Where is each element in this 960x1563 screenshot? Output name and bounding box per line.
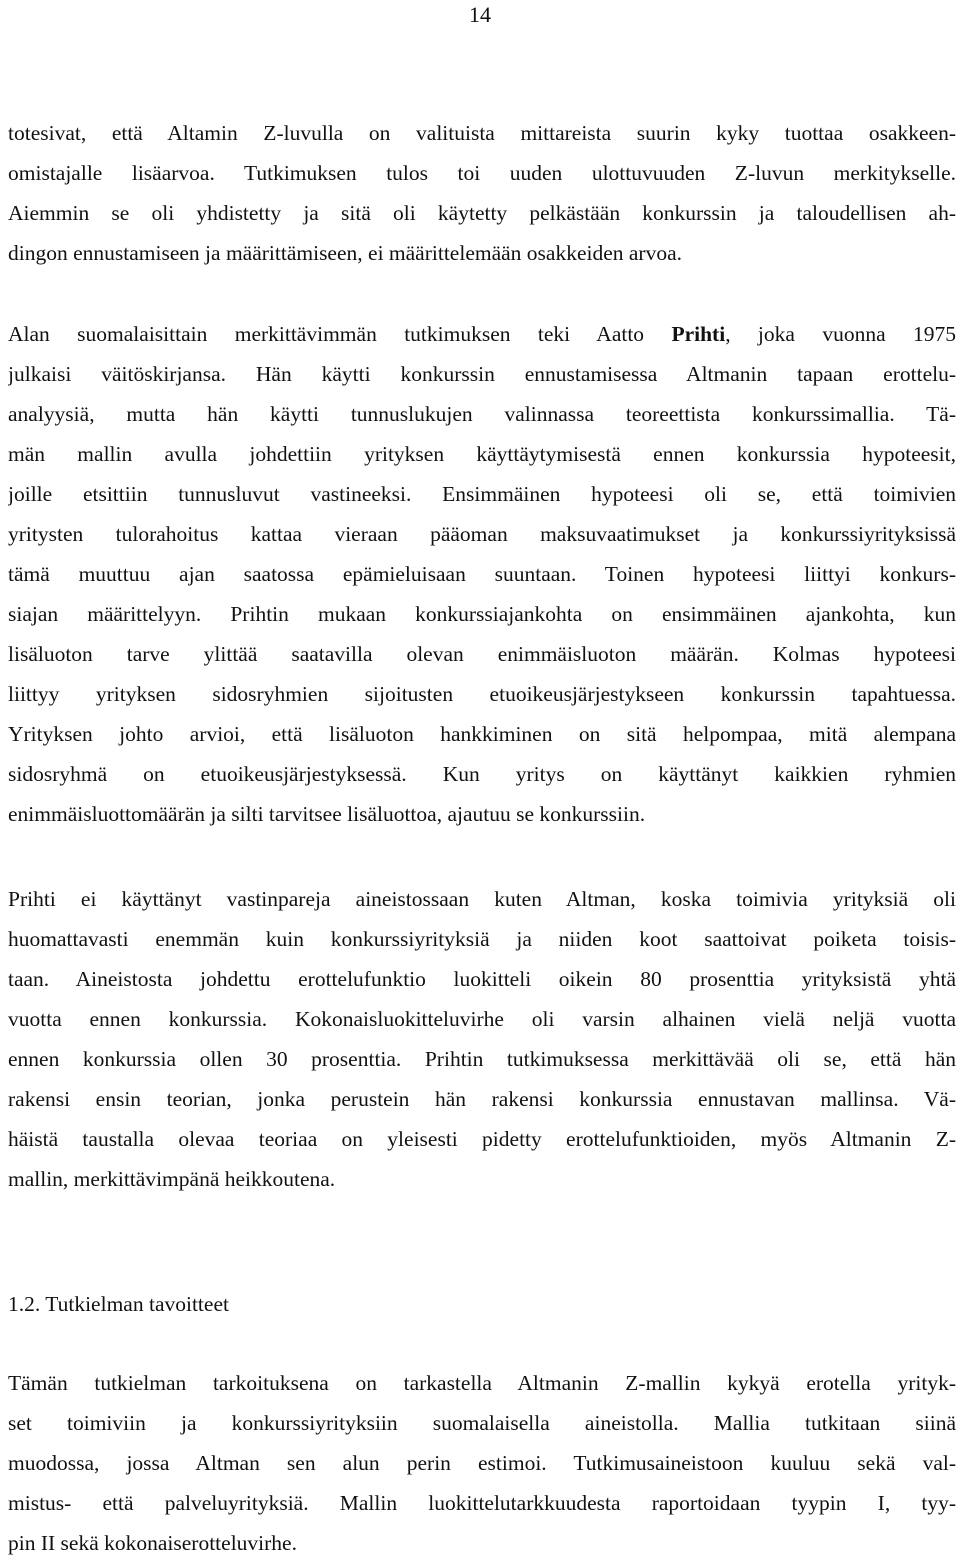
text-line: muodossa, jossa Altman sen alun perin estimoi. Tutkimusaineistoon kuuluu sekä val- [8, 1451, 956, 1475]
text-line: sidosryhmä on etuoikeusjärjestyksessä. Kun yritys on käyttänyt kaikkien ryhmien [8, 762, 956, 786]
paragraph-1 [8, 113, 956, 273]
text-run: Alan suomalaisittain merkittävimmän tutkimuksen teki Aatto [8, 322, 672, 346]
text-line: ennen konkurssia ollen 30 prosenttia. Prihtin tutkimuksessa merkittävää oli se, että hän [8, 1047, 956, 1071]
text-run: , joka vuonna 1975 [725, 322, 956, 346]
text-line: analyysiä, mutta hän käytti tunnuslukujen valinnassa teoreettista konkurssimallia. Tä- [8, 402, 956, 426]
page-number: 14 [469, 2, 491, 27]
paragraph-3 [8, 879, 956, 1199]
section-heading: 1.2. Tutkielman tavoitteet [8, 1292, 229, 1316]
text-line [8, 314, 956, 354]
text-line: enimmäisluottomäärän ja silti tarvitsee lisäluottoa, ajautuu se konkurssiin. [8, 802, 646, 826]
text-line: joille etsittiin tunnusluvut vastineeksi. Ensimmäinen hypoteesi oli se, että toimivien [8, 482, 956, 506]
paragraph-2 [8, 314, 956, 834]
text-line: tämä muuttuu ajan saatossa epämieluisaan suuntaan. Toinen hypoteesi liittyi konkurs- [8, 562, 956, 586]
paragraph-4 [8, 1363, 956, 1563]
text-line: julkaisi väitöskirjansa. Hän käytti konkurssin ennustamisessa Altmanin tapaan erottelu- [8, 362, 956, 386]
text-line: Prihti ei käyttänyt vastinpareja aineistossaan kuten Altman, koska toimivia yrityksiä oli [8, 887, 956, 911]
text-line: Aiemmin se oli yhdistetty ja sitä oli käytetty pelkästään konkurssin ja taloudellisen ah- [8, 201, 956, 225]
text-line: omistajalle lisäarvoa. Tutkimuksen tulos toi uuden ulottuvuuden Z-luvun merkitykselle. [8, 161, 956, 185]
text-line: liittyy yrityksen sidosryhmien sijoitusten etuoikeusjärjestykseen konkurssin tapahtuessa. [8, 682, 956, 706]
text-line: Yrityksen johto arvioi, että lisäluoton hankkiminen on sitä helpompaa, mitä alempana [8, 722, 956, 746]
text-line: dingon ennustamiseen ja määrittämiseen, ei määrittelemään osakkeiden arvoa. [8, 241, 683, 265]
text-line: Tämän tutkielman tarkoituksena on tarkastella Altmanin Z-mallin kykyä erotella yrityk- [8, 1371, 956, 1395]
author-name-bold: Prihti [671, 322, 726, 346]
text-line: mistus- että palveluyrityksiä. Mallin luokittelutarkkuudesta raportoidaan tyypin I, tyy- [8, 1491, 956, 1515]
text-line: taan. Aineistosta johdettu erottelufunktio luokitteli oikein 80 prosenttia yrityksistä yhtä [8, 967, 956, 991]
text-line: män mallin avulla johdettiin yrityksen käyttäytymisestä ennen konkurssia hypoteesit, [8, 442, 956, 466]
text-line: set toimiviin ja konkurssiyrityksiin suomalaisella aineistolla. Mallia tutkitaan siinä [8, 1411, 956, 1435]
text-line: totesivat, että Altamin Z-luvulla on valituista mittareista suurin kyky tuottaa osakkeen- [8, 121, 956, 145]
text-line: häistä taustalla olevaa teoriaa on yleisesti pidetty erottelufunktioiden, myös Altmanin Z- [8, 1127, 956, 1151]
text-line: yritysten tulorahoitus kattaa vieraan pääoman maksuvaatimukset ja konkurssiyrityksissä [8, 522, 956, 546]
text-line: mallin, merkittävimpänä heikkoutena. [8, 1167, 336, 1191]
text-line: lisäluoton tarve ylittää saatavilla olevan enimmäisluoton määrän. Kolmas hypoteesi [8, 642, 956, 666]
text-line: rakensi ensin teorian, jonka perustein hän rakensi konkurssia ennustavan mallinsa. Vä- [8, 1087, 956, 1111]
text-line: siajan määrittelyyn. Prihtin mukaan konkurssiajankohta on ensimmäinen ajankohta, kun [8, 602, 956, 626]
text-line: huomattavasti enemmän kuin konkurssiyrityksiä ja niiden koot saattoivat poiketa toisis- [8, 927, 956, 951]
text-line: vuotta ennen konkurssia. Kokonaisluokitteluvirhe oli varsin alhainen vielä neljä vuotta [8, 1007, 956, 1031]
text-line: pin II sekä kokonaiserotteluvirhe. [8, 1531, 297, 1555]
